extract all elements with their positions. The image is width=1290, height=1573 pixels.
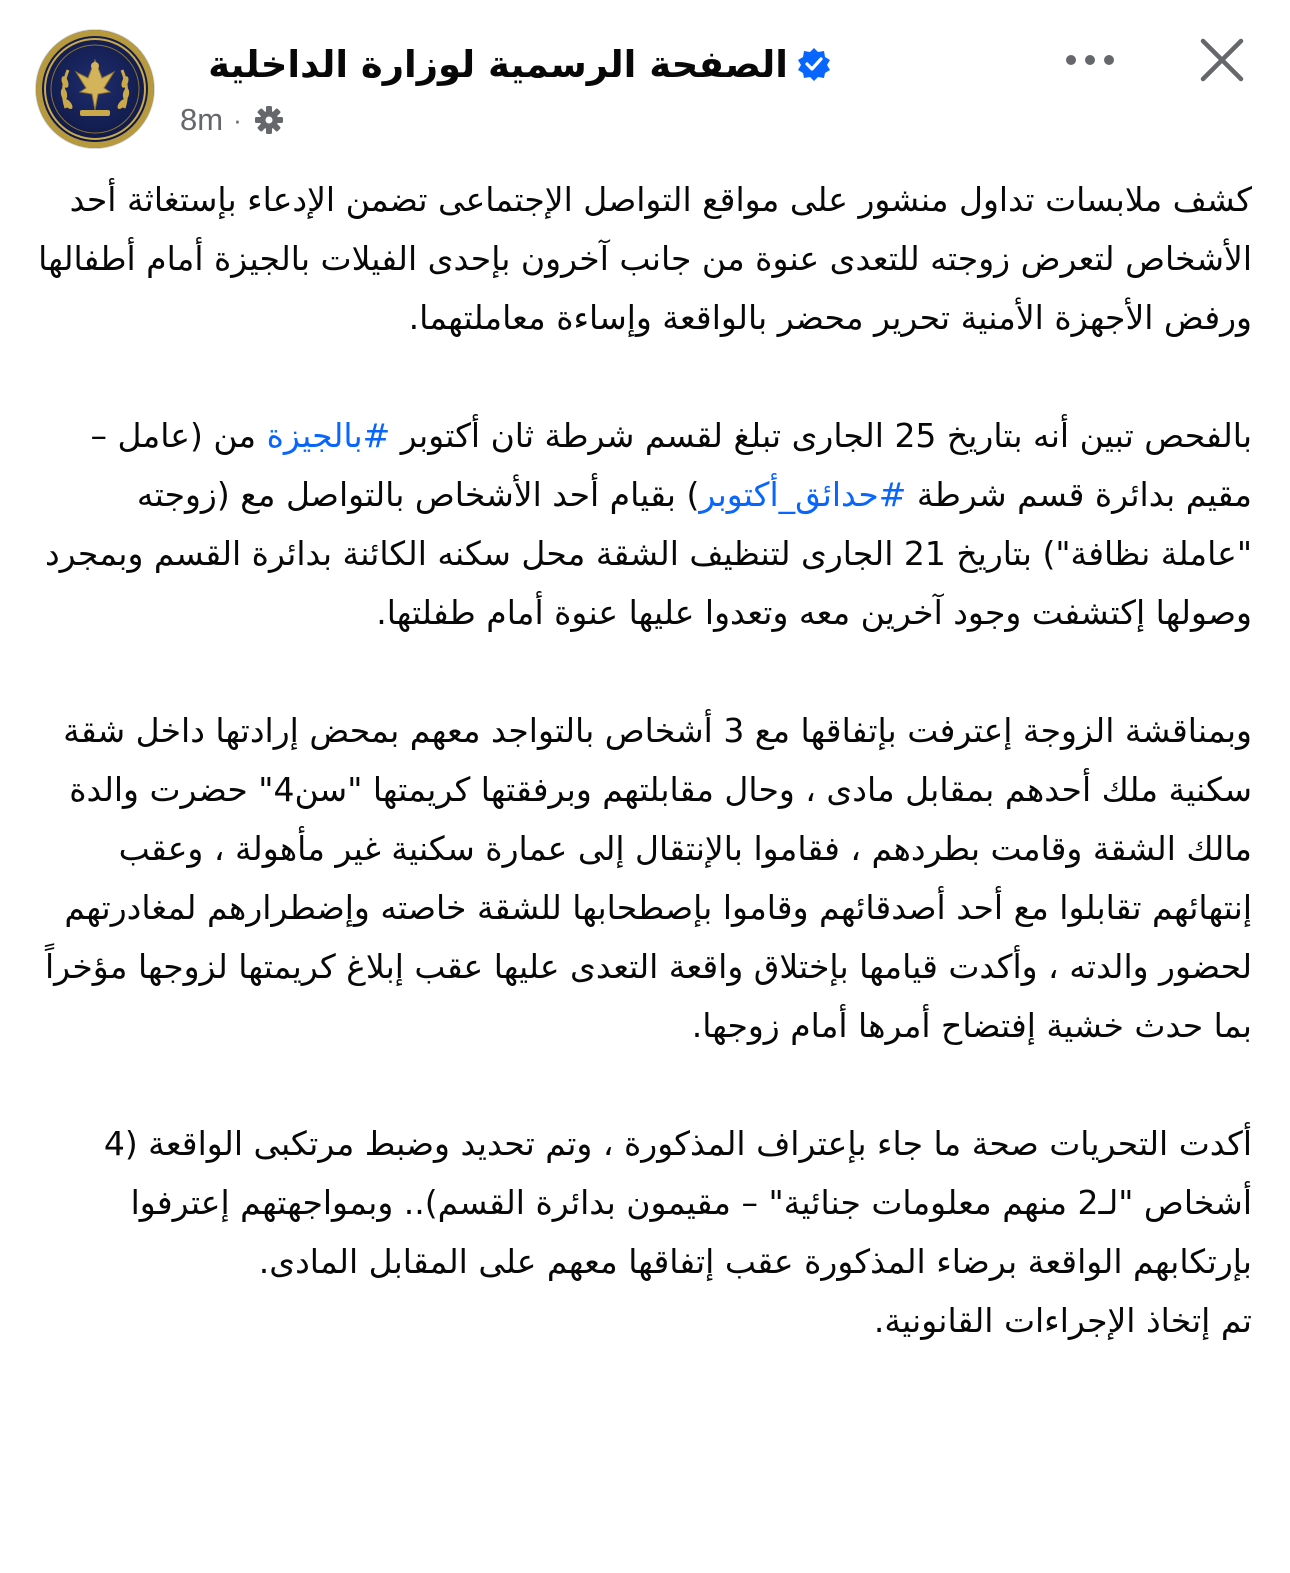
verified-badge-icon — [796, 46, 832, 82]
post-paragraph: وبمناقشة الزوجة إعترفت بإتفاقها مع 3 أشخاص بالتواجد معهم بمحض إرادتها داخل شقة سكنية ملك أحدهم بمقابل مادى ، وحال مقابلتهم وبرفقتها كريمتها "سن4" حضرت والدة مالك الشقة وقامت بطردهم ، فقاموا بالإنتقال إلى عمارة سكنية غير مأهولة ، وعقب إنتهائهم تقابلوا مع أحد أصدقائهم وقاموا بإصطحابها للشقة خاصته وإضطرارهم لمغادرتهم لحضور والدته ، وأكدت قيامها بإختلاق واقعة التعدى عليها عقب إبلاغ كريمتها لزوجها مؤخراً بما حدث خشية إفتضاح أمرها أمام زوجها. — [44, 711, 1252, 1045]
more-horizontal-icon — [1065, 54, 1115, 66]
close-button[interactable] — [1192, 30, 1252, 90]
post-paragraph: تم إتخاذ الإجراءات القانونية. — [873, 1301, 1252, 1340]
post-text: بالفحص تبين أنه بتاريخ 25 الجارى تبلغ لقسم شرطة ثان أكتوبر — [390, 416, 1252, 455]
post-header — [0, 0, 1290, 160]
post-paragraph: كشف ملابسات تداول منشور على مواقع التواصل الإجتماعى تضمن الإدعاء بإستغاثة أحد الأشخاص لتعرض زوجته للتعدى عنوة من جانب آخرون بإحدى الفيلات بالجيزة أمام أطفالها ورفض الأجهزة الأمنية تحرير محضر بالواقعة وإساءة معاملتهما. — [38, 180, 1252, 337]
meta-separator: · — [233, 104, 242, 135]
page-avatar[interactable] — [36, 30, 154, 148]
post-timestamp[interactable]: 8m — [180, 102, 224, 137]
post-body — [36, 170, 1252, 1350]
more-options-button[interactable] — [1058, 38, 1122, 82]
post-paragraph — [36, 406, 1252, 642]
gear-icon[interactable] — [252, 103, 286, 137]
post-text: ) بقيام أحد الأشخاص بالتواصل مع (زوجته "عاملة نظافة") بتاريخ 21 الجارى لتنظيف الشقة محل سكنه الكائنة بدائرة القسم وبمجرد وصولها إكتشفت وجود آخرين معه وتعدوا عليها عنوة أمام طفلتها. — [44, 475, 1252, 632]
post-meta — [180, 98, 286, 142]
hashtag-link[interactable]: #حدائق_أكتوبر — [699, 475, 907, 514]
close-icon — [1199, 37, 1245, 83]
post-paragraph: أكدت التحريات صحة ما جاء بإعتراف المذكورة ، وتم تحديد وضبط مرتكبى الواقعة (4 أشخاص "لـ2 منهم معلومات جنائية" – مقيمون بدائرة القسم).. وبمواجهتهم إعترفوا بإرتكابهم الواقعة برضاء المذكورة عقب إتفاقها معهم على المقابل المادى. — [103, 1124, 1252, 1281]
ministry-emblem-icon — [36, 30, 154, 148]
post-text: من (عامل – مقيم بدائرة قسم شرطة — [90, 416, 1252, 514]
page-name[interactable]: الصفحة الرسمية لوزارة الداخلية — [208, 42, 788, 86]
hashtag-link[interactable]: #بالجيزة — [266, 416, 391, 455]
